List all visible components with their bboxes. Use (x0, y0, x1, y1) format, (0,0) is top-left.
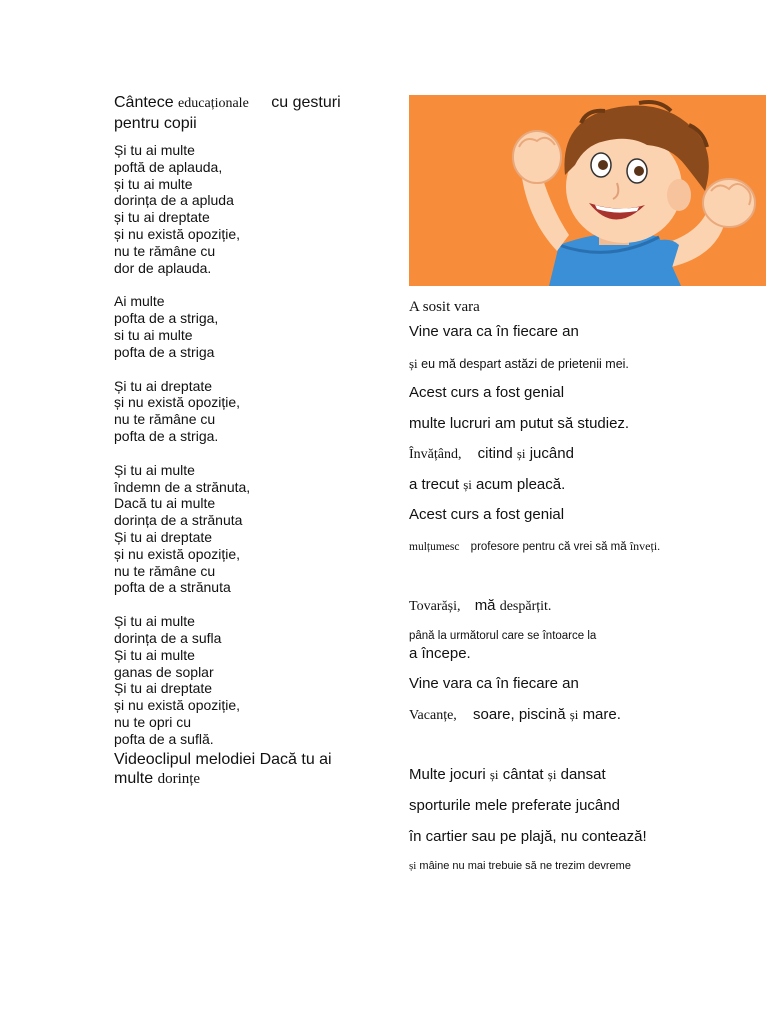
poem-word: mulțumesc (409, 541, 460, 553)
lyric-line: pofta de a suflă. (114, 730, 214, 747)
title-word-cantece: Cântece (114, 94, 174, 111)
lyric-line: pofta de a striga. (114, 427, 219, 444)
poem-line (409, 597, 551, 616)
poem-word: Multe jocuri (409, 766, 486, 783)
boy-illustration (409, 95, 766, 286)
poem-line (409, 857, 631, 875)
poem-word: și (516, 446, 526, 461)
poem-line: sporturile mele preferate jucând (409, 797, 620, 814)
poem-word: și (489, 767, 499, 782)
stanza-1 (114, 142, 384, 276)
song-title (114, 93, 384, 134)
title-line-2: pentru copii (114, 115, 197, 132)
poem-word: cântat (502, 766, 544, 783)
poem-word: Tovarăși, (409, 599, 461, 614)
poem-word: mă (474, 597, 496, 614)
lyric-line: pofta de a striga, (114, 310, 219, 327)
poem-line (409, 476, 565, 494)
poem-word: mâine nu mai trebuie să ne trezim devreme (419, 860, 631, 872)
video-caption (114, 750, 384, 789)
poem-line: Vine vara ca în fiecare an (409, 323, 579, 340)
lyric-line: și nu există opoziție, (114, 697, 241, 714)
lyric-line: dorința de a strănuta (114, 512, 243, 529)
poem-word: despărțit. (499, 599, 552, 614)
poem-line: până la următorul care se întoarce la (409, 630, 597, 642)
poem-word: citind (477, 445, 513, 462)
video-caption-line-1: Videoclipul melodiei Dacă tu ai (114, 750, 332, 768)
lyric-line: pofta de a strănuta (114, 579, 231, 596)
lyric-line: pofta de a striga (114, 343, 215, 360)
poem-line (409, 766, 606, 784)
lyric-line: poftă de aplauda, (114, 158, 223, 175)
poem-line: multe lucruri am putut să studiez. (409, 415, 630, 432)
stanza-2 (114, 293, 384, 360)
lyric-line: Și tu ai multe (114, 613, 195, 630)
poem-word: Vacanțe, (409, 708, 457, 723)
poem-word: Învățând, (409, 447, 462, 462)
stanza-3 (114, 378, 384, 445)
lyric-line: nu te opri cu (114, 713, 192, 730)
poem-line (409, 355, 629, 373)
lyric-line: și tu ai dreptate (114, 209, 210, 226)
left-column (114, 93, 384, 789)
lyric-line: Și tu ai dreptate (114, 680, 213, 697)
lyric-line: Și tu ai dreptate (114, 377, 213, 394)
poem-word: a trecut (409, 476, 460, 493)
lyric-line: și nu există opoziție, (114, 394, 241, 411)
cheering-boy-image (409, 95, 766, 286)
lyric-line: și nu există opoziție, (114, 225, 241, 242)
poem-line: a începe. (409, 645, 471, 662)
video-caption-word: multe (114, 769, 154, 787)
lyric-line: dor de aplauda. (114, 259, 212, 276)
poem-word: mare. (582, 706, 621, 723)
lyric-line: dorința de a apluda (114, 192, 234, 209)
lyric-line: nu te rămâne cu (114, 411, 216, 428)
poem-word: înveți. (629, 539, 661, 553)
lyric-line: Și tu ai dreptate (114, 528, 213, 545)
title-word-gesturi: cu gesturi (271, 94, 341, 111)
poem-line (409, 706, 621, 725)
poem-word: și (547, 767, 557, 782)
poem-word: și (569, 707, 579, 722)
lyric-line: nu te rămâne cu (114, 562, 216, 579)
poem-word: și (463, 477, 472, 492)
lyric-line: dorința de a sufla (114, 629, 222, 646)
poem-word: profesore pentru că vrei să mă (470, 541, 627, 553)
video-caption-word: dorințe (157, 770, 201, 787)
stanza-4 (114, 462, 384, 596)
poem-line: Acest curs a fost genial (409, 384, 565, 401)
lyric-line: Și tu ai multe (114, 142, 195, 158)
poem-line: Acest curs a fost genial (409, 506, 565, 523)
lyric-line: si tu ai multe (114, 326, 193, 343)
poem-word: și (409, 356, 418, 371)
lyric-line: Dacă tu ai multe (114, 495, 216, 512)
poem-line: Vine vara ca în fiecare an (409, 675, 579, 692)
stanza-5 (114, 613, 384, 747)
poem-line (409, 445, 574, 464)
poem-word: soare, piscină (472, 706, 566, 723)
poem-word: eu mă despart astăzi de prietenii mei. (421, 357, 629, 371)
lyric-line: și nu există opoziție, (114, 545, 241, 562)
poem-word: dansat (560, 766, 606, 783)
lyric-line: Ai multe (114, 293, 165, 310)
lyric-line: îndemn de a strănuta, (114, 478, 251, 495)
lyric-line: ganas de soplar (114, 663, 214, 680)
lyric-line: Și tu ai multe (114, 461, 195, 478)
poem-word: și (409, 860, 417, 872)
lyric-line: nu te rămâne cu (114, 242, 216, 259)
poem-word: acum pleacă. (476, 476, 566, 493)
lyric-line: Și tu ai multe (114, 646, 195, 663)
poem-line (409, 537, 660, 556)
title-word-educationale: educaționale (178, 96, 249, 111)
poem-word: jucând (529, 445, 574, 462)
lyric-line: și tu ai multe (114, 175, 193, 192)
poem-heading: A sosit vara (409, 299, 480, 315)
poem-line: în cartier sau pe plajă, nu contează! (409, 828, 647, 845)
